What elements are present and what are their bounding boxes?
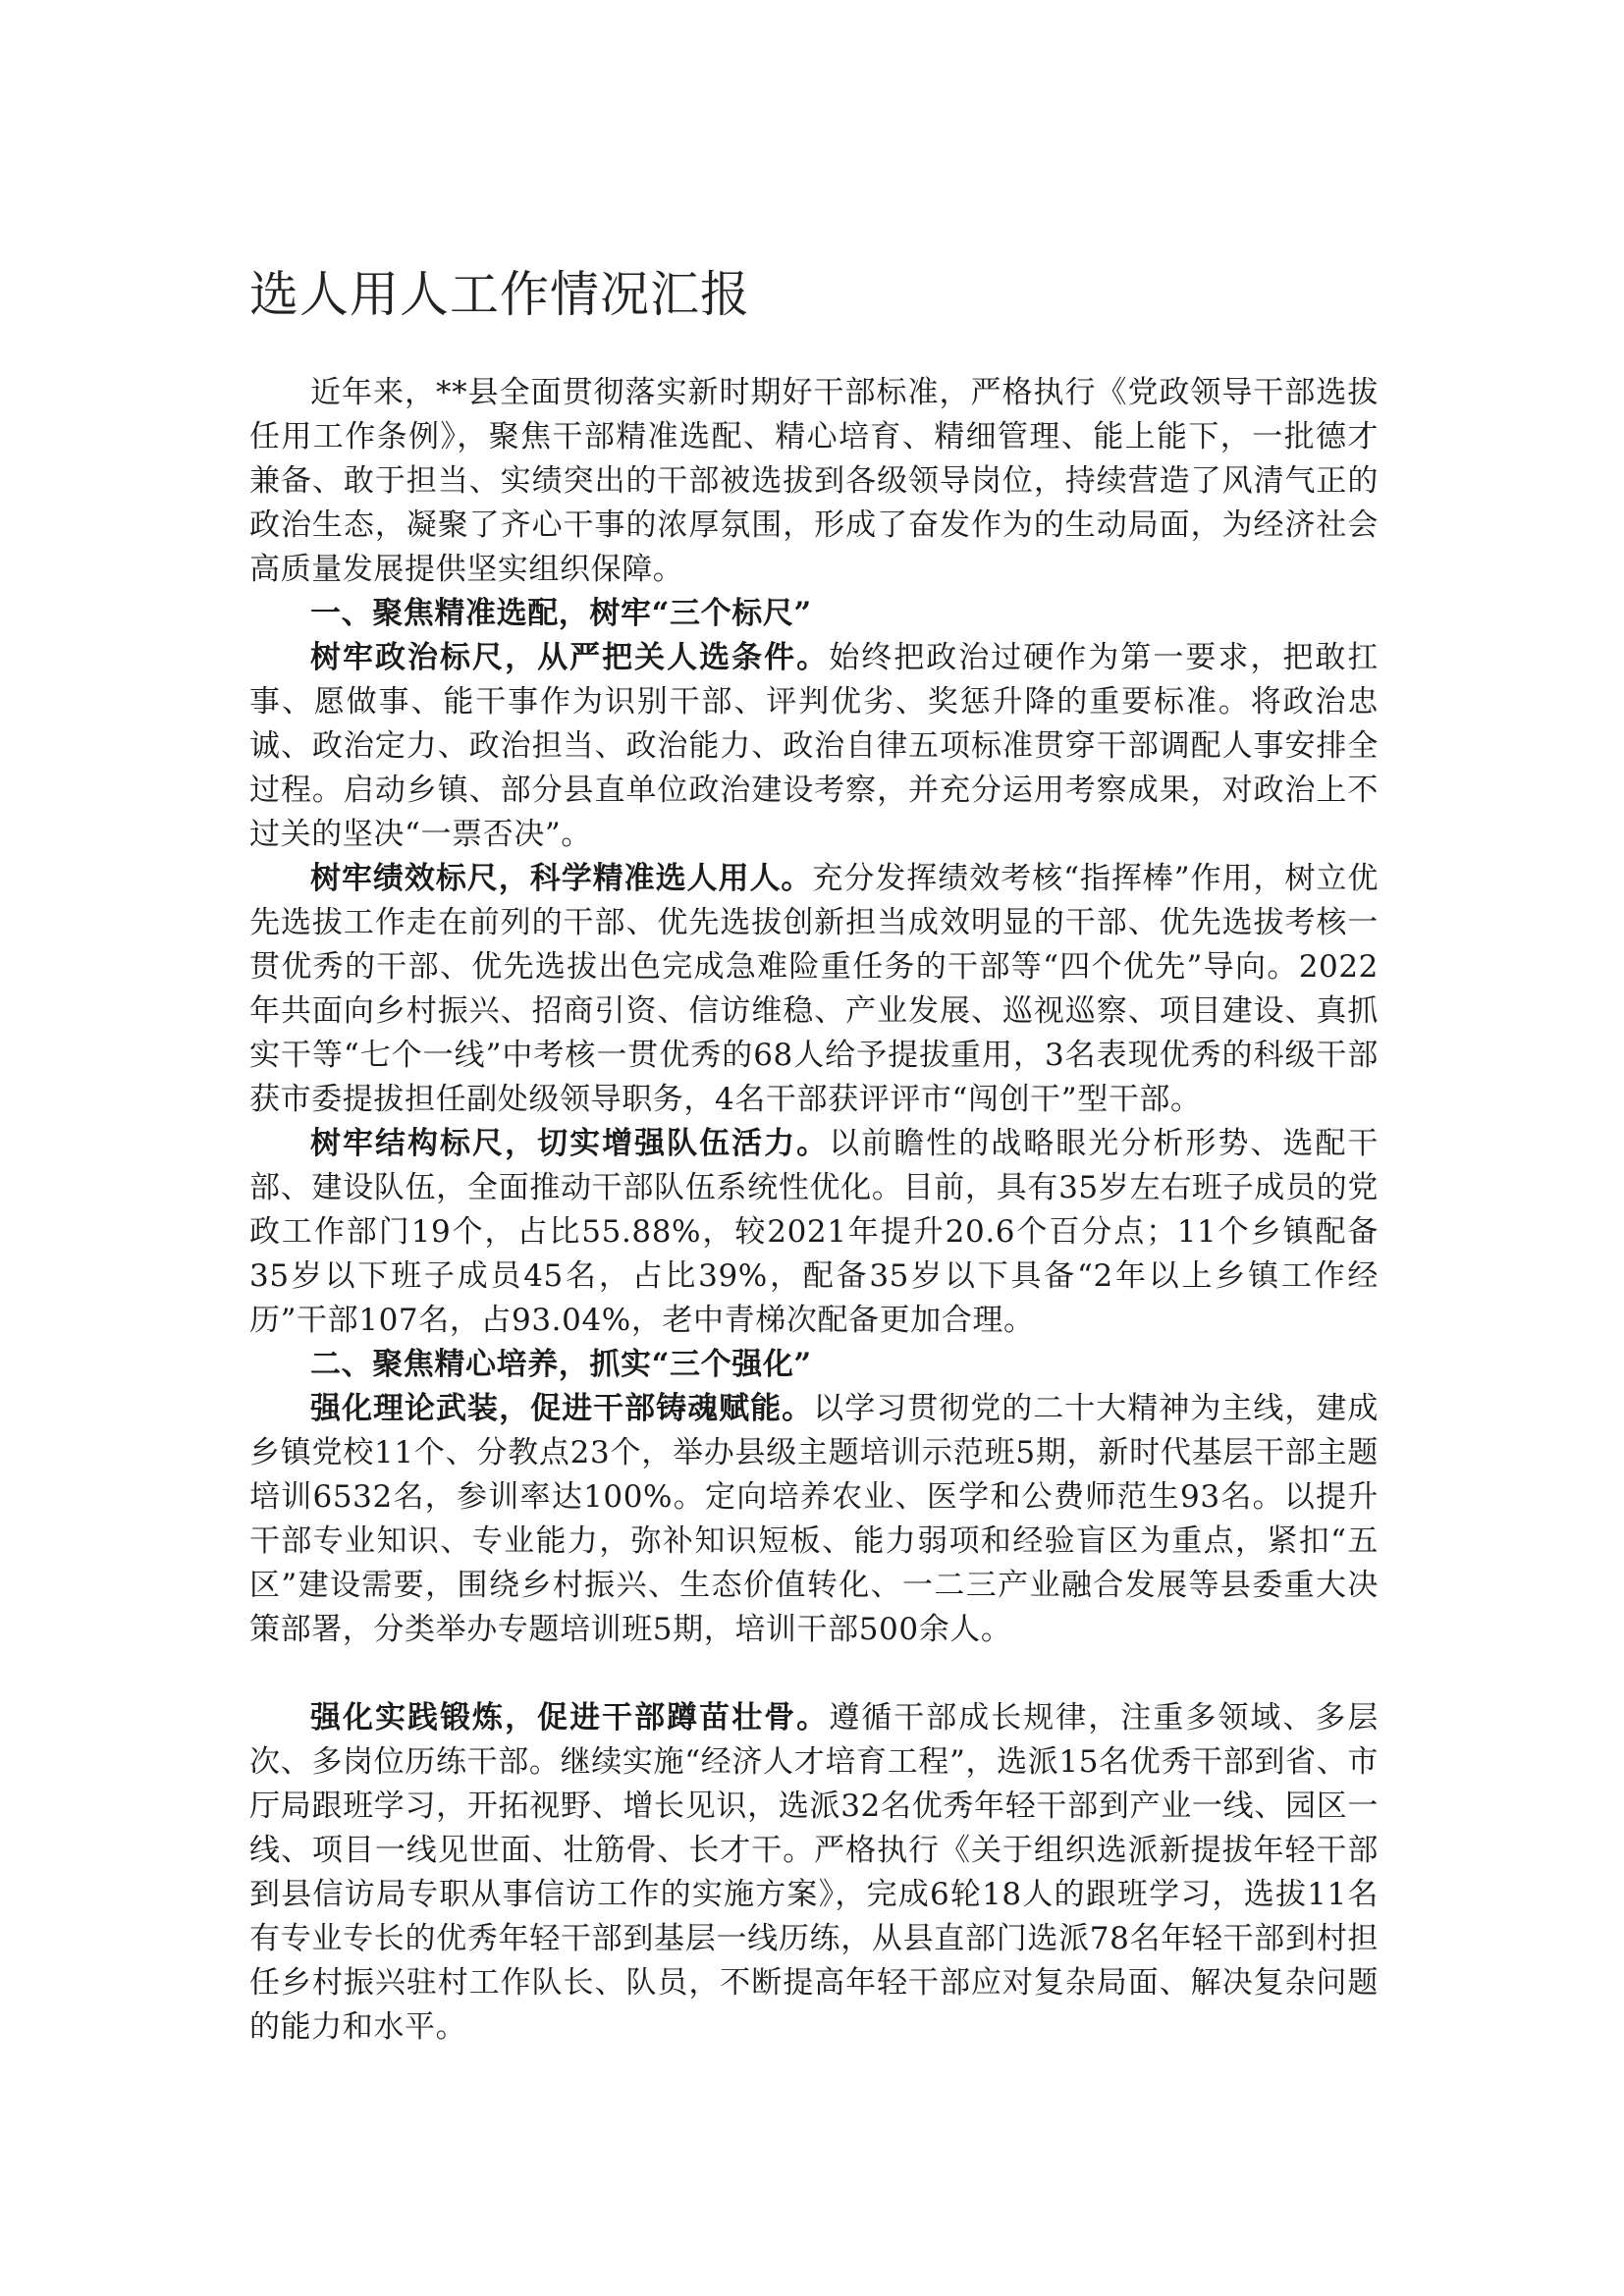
paragraph-text: 充分发挥绩效考核“指挥棒”作用，树立优先选拔工作走在前列的干部、优先选拔创新担当成效明显的干部、优先选拔考核一贯优秀的干部、优先选拔出色完成急难险重任务的干部等“四个优先”导向。2022年共面向乡村振兴、招商引资、信访维稳、产业发展、巡视巡察、项目建设、真抓实干等“七个一线”中考核一贯优秀的68人给予提拔重用，3名表现优秀的科级干部获市委提拔担任副处级领导职务，4名干部获评评市“闯创干”型干部。 bbox=[249, 861, 1379, 1117]
section-heading-1: 一、聚焦精准选配，树牢“三个标尺” bbox=[310, 596, 812, 631]
section-heading-2: 二、聚焦精心培养，抓实“三个强化” bbox=[310, 1347, 812, 1382]
paragraph-text: 以学习贯彻党的二十大精神为主线，建成乡镇党校11个、分教点23个，举办县级主题培训示范班5期，新时代基层干部主题培训6532名，参训率达100%。定向培养农业、医学和公费师范生93名。以提升干部专业知识、专业能力，弥补知识短板、能力弱项和经验盲区为重点，紧扣“五区”建设需要，围绕乡村振兴、生态价值转化、一二三产业融合发展等县委重大决策部署，分类举办专题培训班5期，培训干部500余人。 bbox=[249, 1391, 1379, 1647]
document-title: 选人用人工作情况汇报 bbox=[249, 266, 750, 323]
body-paragraph bbox=[249, 1696, 1379, 2050]
body-paragraph bbox=[249, 1122, 1379, 1343]
paragraph-lead: 树牢绩效标尺，科学精准选人用人。 bbox=[310, 861, 813, 896]
paragraph-text: 始终把政治过硬作为第一要求，把敢扛事、愿做事、能干事作为识别干部、评判优劣、奖惩升降的重要标准。将政治忠诚、政治定力、政治担当、政治能力、政治自律五项标准贯穿干部调配人事安排全过程。启动乡镇、部分县直单位政治建设考察，并充分运用考察成果，对政治上不过关的坚决“一票否决”。 bbox=[249, 640, 1379, 852]
body-paragraph bbox=[249, 636, 1379, 857]
body-paragraph bbox=[249, 857, 1379, 1122]
paragraph-text: 遵循干部成长规律，注重多领域、多层次、多岗位历练干部。继续实施“经济人才培育工程”，选派15名优秀干部到省、市厅局跟班学习，开拓视野、增长见识，选派32名优秀年轻干部到产业一线、园区一线、项目一线见世面、壮筋骨、长才干。严格执行《关于组织选派新提拔年轻干部到县信访局专职从事信访工作的实施方案》，完成6轮18人的跟班学习，选拔11名有专业专长的优秀年轻干部到基层一线历练，从县直部门选派78名年轻干部到村担任乡村振兴驻村工作队长、队员，不断提高年轻干部应对复杂局面、解决复杂问题的能力和水平。 bbox=[249, 1700, 1379, 2045]
paragraph-lead: 强化理论武装，促进干部铸魂赋能。 bbox=[310, 1391, 814, 1426]
document-body bbox=[249, 265, 1379, 2050]
paragraph-lead: 树牢政治标尺，从严把关人选条件。 bbox=[310, 640, 830, 675]
paragraph-lead: 树牢结构标尺，切实增强队伍活力。 bbox=[310, 1126, 830, 1161]
intro-paragraph: 近年来，**县全面贯彻落实新时期好干部标准，严格执行《党政领导干部选拔任用工作条例》，聚焦干部精准选配、精心培育、精细管理、能上能下，一批德才兼备、敢于担当、实绩突出的干部被选拔到各级领导岗位，持续营造了风清气正的政治生态，凝聚了齐心干事的浓厚氛围，形成了奋发作为的生动局面，为经济社会高质量发展提供坚实组织保障。 bbox=[249, 375, 1379, 587]
paragraph-text: 以前瞻性的战略眼光分析形势、选配干部、建设队伍，全面推动干部队伍系统性优化。目前，具有35岁左右班子成员的党政工作部门19个，占比55.88%，较2021年提升20.6个百分点；11个乡镇配备35岁以下班子成员45名，占比39%，配备35岁以下具备“2年以上乡镇工作经历”干部107名，占93.04%，老中青梯次配备更加合理。 bbox=[249, 1126, 1379, 1338]
paragraph-lead: 强化实践锻炼，促进干部蹲苗壮骨。 bbox=[310, 1700, 830, 1735]
body-paragraph bbox=[249, 1387, 1379, 1652]
paragraph-spacer bbox=[249, 1652, 1379, 1696]
